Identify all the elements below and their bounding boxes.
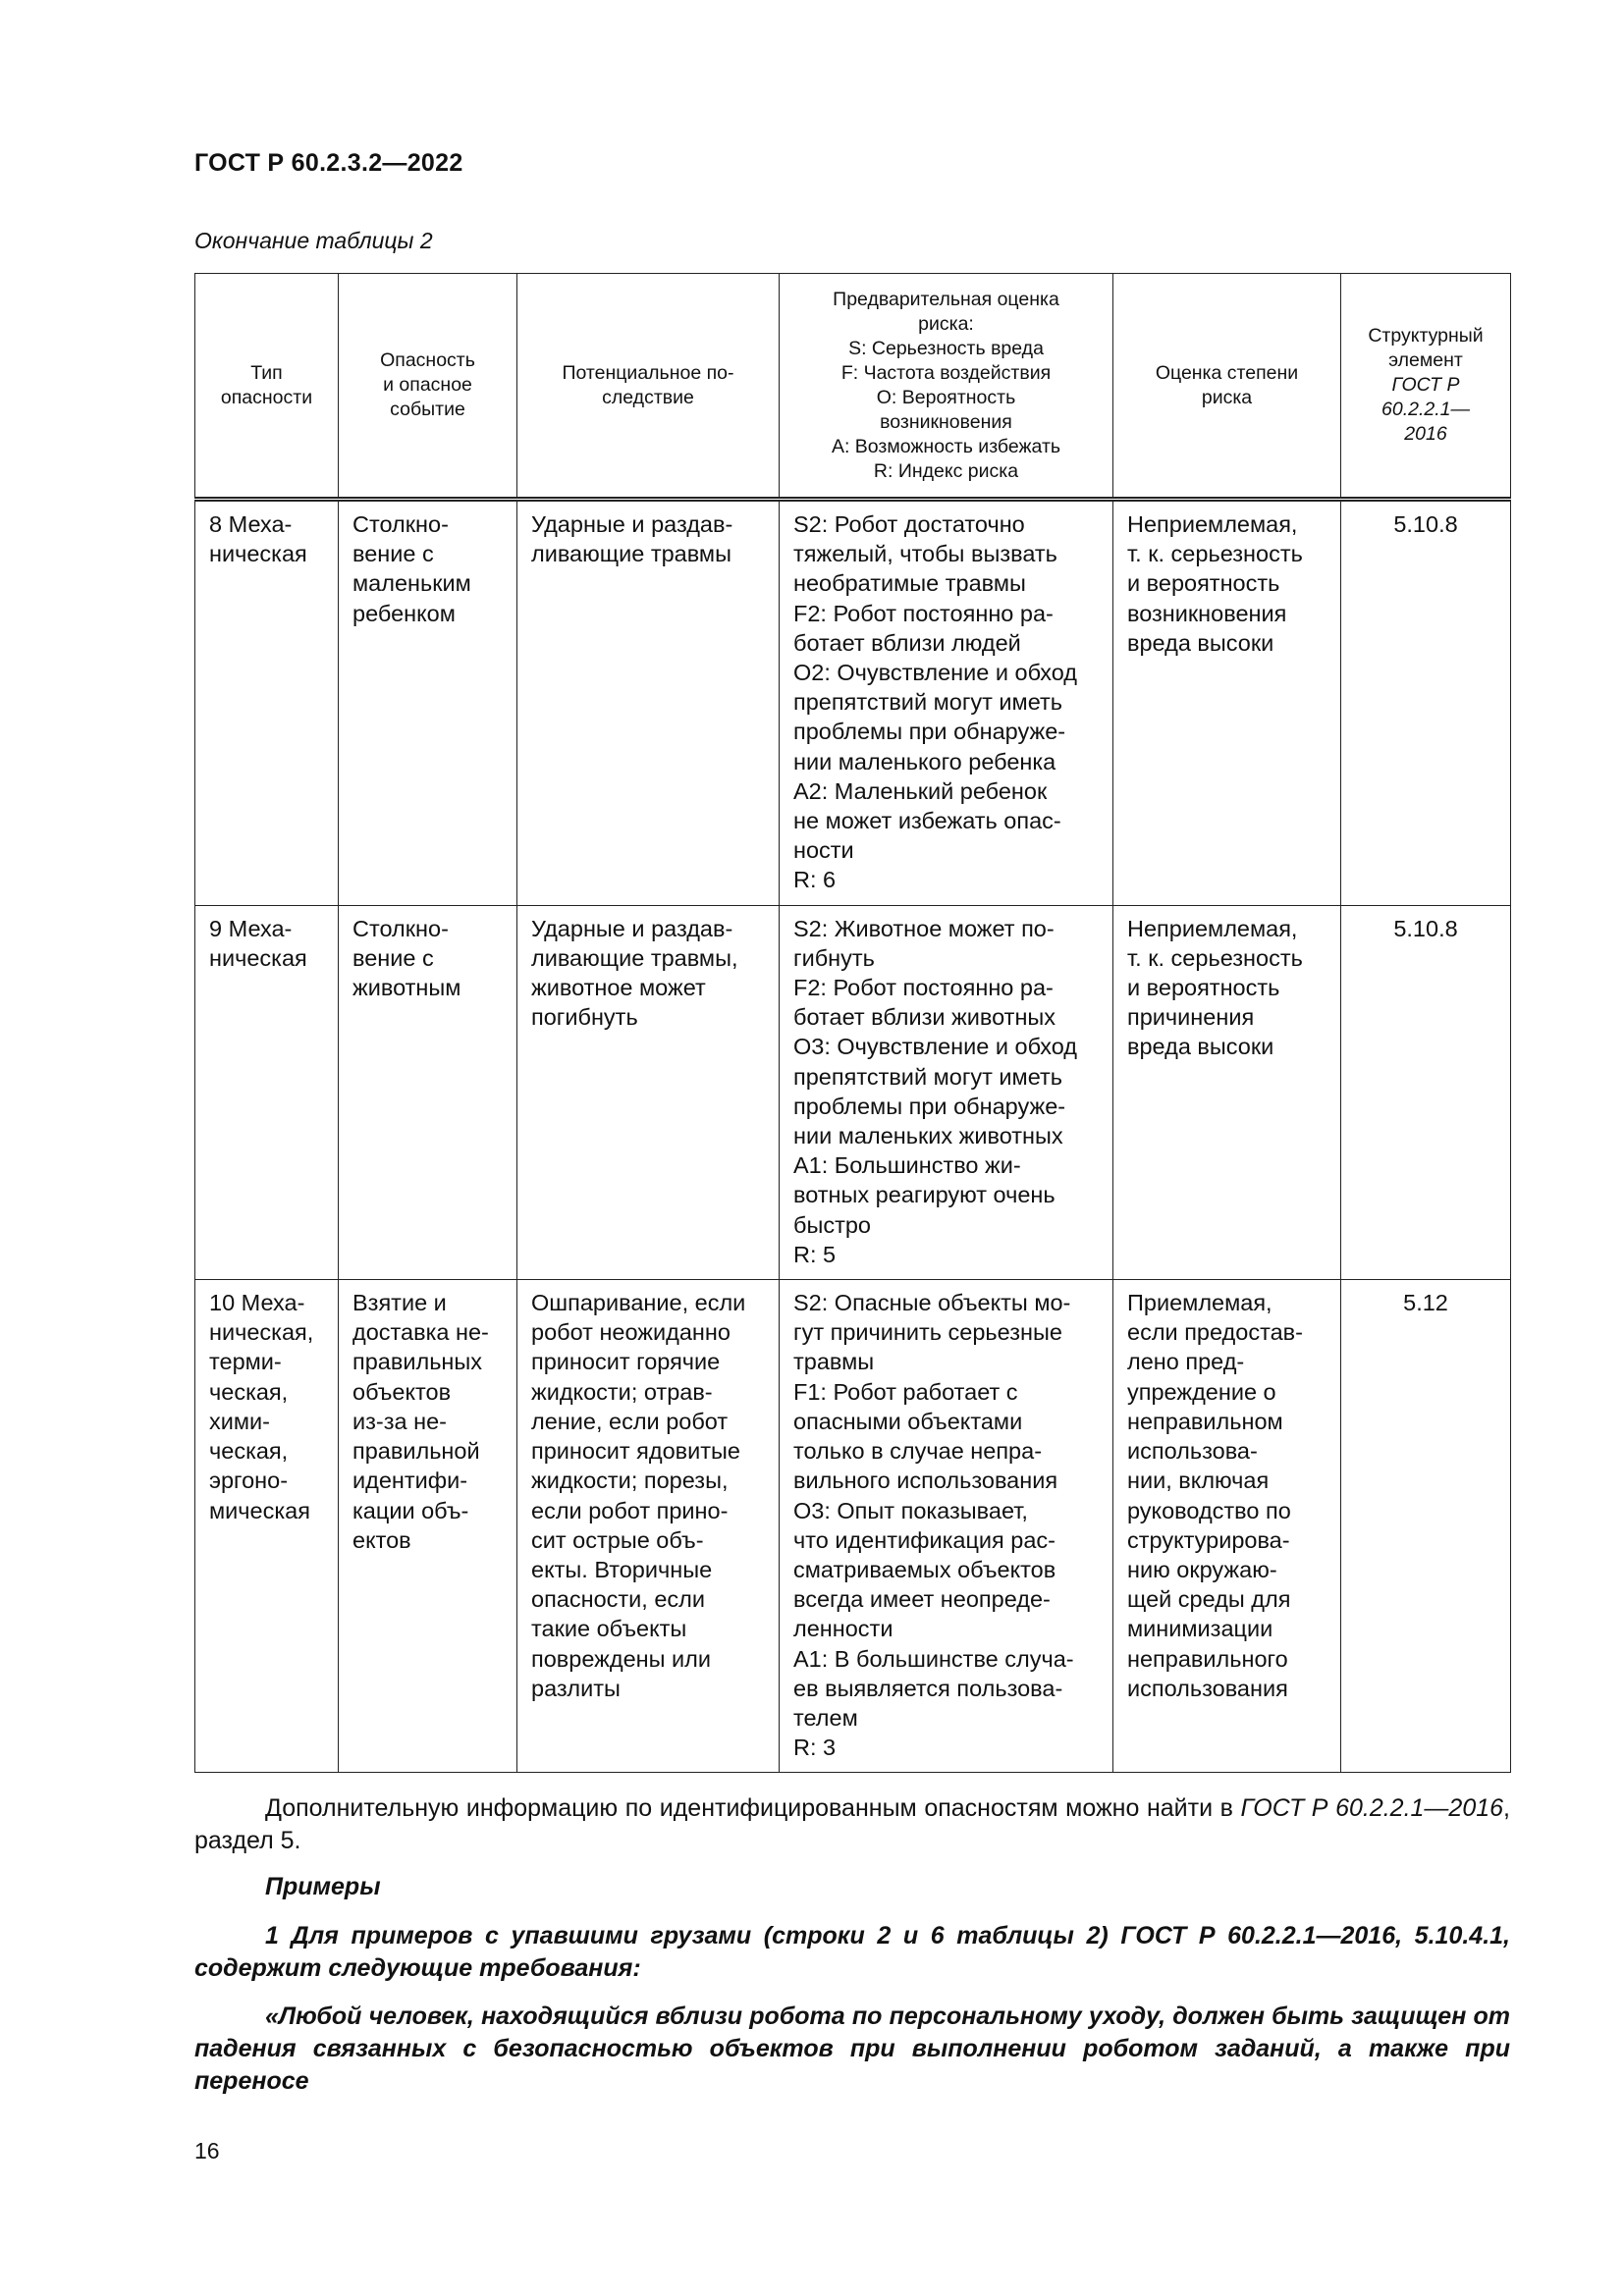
text-line: Ударные и раздав- (531, 511, 733, 537)
text-line: Оценка степени (1155, 361, 1299, 384)
text-line: R: 3 (793, 1735, 837, 1761)
text-line: телем (793, 1704, 858, 1731)
text-line: структурирова- (1127, 1526, 1290, 1553)
text-line: руководство по (1127, 1497, 1291, 1523)
cell-hazard (339, 905, 517, 1279)
text-line: ническая, (209, 1319, 314, 1346)
text-line: возникновения (880, 410, 1012, 433)
text-line: правильной (352, 1438, 480, 1465)
cell-preliminary (780, 1280, 1113, 1773)
cell-risk-degree (1113, 500, 1341, 906)
text-line: что идентификация рас- (793, 1526, 1056, 1553)
text-line: нию окружаю- (1127, 1556, 1277, 1582)
text-line: ливающие травмы (531, 541, 731, 567)
text-line: вение с (352, 541, 434, 567)
text-line: ГОСТ Р (1391, 374, 1460, 396)
text-line: робот неожиданно (531, 1319, 731, 1346)
col-header-preliminary-assessment (780, 274, 1113, 500)
text-line: проблемы при обнаруже- (793, 719, 1066, 745)
text-line: Тип (250, 361, 283, 384)
text-line: Неприемлемая, (1127, 915, 1298, 941)
text-line: R: 6 (793, 867, 837, 893)
text-line: F2: Робот постоянно ра- (793, 600, 1054, 626)
text-line: т. к. серьезность (1127, 541, 1303, 567)
text-line: A2: Маленький ребенок (793, 777, 1048, 804)
col-header-hazard (339, 274, 517, 500)
text-line: приносит горячие (531, 1349, 721, 1375)
text-line: если предостав- (1127, 1319, 1303, 1346)
cell-element: 5.12 (1341, 1280, 1511, 1773)
text-line: ливающие травмы, (531, 944, 738, 971)
text-line: екты. Вторичные (531, 1556, 713, 1582)
text-line: идентифи- (352, 1468, 468, 1494)
text-line: 10 Меха- (209, 1290, 305, 1316)
cell-consequence (517, 1280, 780, 1773)
cell-type (195, 1280, 339, 1773)
text-line: препятствий могут иметь (793, 1063, 1063, 1090)
text-line: кации объ- (352, 1497, 469, 1523)
table-header-row (195, 274, 1511, 500)
reference-paragraph (194, 1792, 1510, 1857)
text-line: повреждены или (531, 1645, 712, 1672)
text-line: и вероятность (1127, 570, 1280, 597)
text-line: O3: Опыт показывает, (793, 1497, 1028, 1523)
text-line: вотных реагируют очень (793, 1182, 1056, 1208)
text-line: A1: В большинстве случа- (793, 1645, 1074, 1672)
text-line: причинения (1127, 1004, 1255, 1031)
text-line: Приемлемая, (1127, 1290, 1272, 1316)
text-line: возникновения (1127, 600, 1287, 626)
cell-element: 5.10.8 (1341, 905, 1511, 1279)
text-line: Столкно- (352, 915, 449, 941)
text-line: Столкно- (352, 511, 449, 537)
text-line: F2: Робот постоянно ра- (793, 975, 1054, 1001)
text-line: животное может (531, 975, 706, 1001)
cell-preliminary (780, 905, 1113, 1279)
text-line: и вероятность (1127, 975, 1280, 1001)
text-line: 8 Меха- (209, 511, 293, 537)
text-line: неправильном (1127, 1408, 1283, 1434)
text-line: разлиты (531, 1675, 621, 1701)
document-code-header: ГОСТ Р 60.2.3.2—2022 (194, 149, 463, 177)
cell-type (195, 500, 339, 906)
text-line: доставка не- (352, 1319, 489, 1346)
text-line: нии маленького ребенка (793, 748, 1056, 774)
text-line: тяжелый, чтобы вызвать (793, 541, 1057, 567)
text-line: S2: Робот достаточно (793, 511, 1025, 537)
text-line: т. к. серьезность (1127, 944, 1303, 971)
text-line: гут причинить серьезные (793, 1319, 1062, 1346)
text-line: 60.2.2.1— (1381, 399, 1470, 420)
reference-text: Дополнительную информацию по идентифицированным опасностям можно найти в (265, 1794, 1233, 1822)
text-line: вение с (352, 944, 434, 971)
reference-tail: , раздел 5. (194, 1794, 1510, 1854)
text-line: объектов (352, 1378, 452, 1405)
text-line: риска (1201, 386, 1253, 408)
text-line: ление, если робот (531, 1408, 729, 1434)
text-line: Ошпаривание, если (531, 1290, 746, 1316)
text-line: нии маленьких животных (793, 1123, 1063, 1149)
text-line: маленьким (352, 570, 471, 597)
table-row (195, 1280, 1511, 1773)
example-1-text: 1 Для примеров с упавшими грузами (строки 2 и 6 таблицы 2) ГОСТ Р 60.2.2.1—2016, 5.10.4.1, содержит следующие требования: (194, 1922, 1510, 1982)
cell-risk-degree (1113, 905, 1341, 1279)
text-line: S2: Опасные объекты мо- (793, 1290, 1071, 1316)
text-line: использования (1127, 1675, 1288, 1701)
text-line: O: Вероятность (876, 386, 1016, 408)
col-header-consequence (517, 274, 780, 500)
text-line: A1: Большинство жи- (793, 1152, 1021, 1179)
cell-hazard (339, 500, 517, 906)
cell-element: 5.10.8 (1341, 500, 1511, 906)
text-line: эргоно- (209, 1468, 289, 1494)
text-line: ботает вблизи людей (793, 629, 1021, 656)
text-line: погибнуть (531, 1004, 638, 1031)
text-line: и опасное (383, 374, 472, 396)
table-row (195, 500, 1511, 906)
example-1 (194, 1920, 1510, 1985)
page-number: 16 (194, 2138, 220, 2163)
text-line: необратимые травмы (793, 570, 1026, 597)
example-quote-text: «Любой человек, находящийся вблизи робота по персональному уходу, должен быть защищен от падения связанных с безопасностью объектов при выполнении роботом заданий, а также при переносе (194, 2002, 1510, 2095)
text-line: приносит ядовитые (531, 1438, 740, 1465)
text-line: Потенциальное по- (562, 361, 734, 384)
reference-standard-link: ГОСТ Р 60.2.2.1—2016 (1240, 1794, 1504, 1822)
text-line: ев выявляется пользова- (793, 1675, 1063, 1701)
text-line: следствие (602, 386, 694, 408)
text-line: опасности (220, 386, 313, 408)
text-line: 9 Меха- (209, 915, 293, 941)
text-line: Предварительная оценка (833, 288, 1059, 310)
text-line: жидкости; отрав- (531, 1378, 713, 1405)
text-line: Опасность (380, 349, 475, 371)
examples-heading: Примеры (265, 1873, 381, 1900)
text-line: ленности (793, 1616, 893, 1642)
text-line: S: Серьезность вреда (848, 337, 1044, 359)
text-line: неправильного (1127, 1645, 1288, 1672)
text-line: ническая (209, 541, 307, 567)
hazard-table (194, 273, 1511, 1773)
table-caption: Окончание таблицы 2 (194, 228, 433, 253)
text-line: событие (390, 399, 465, 420)
text-line: быстро (793, 1211, 872, 1238)
text-line: A: Возможность избежать (831, 435, 1061, 457)
cell-risk-degree (1113, 1280, 1341, 1773)
col-header-element-pre (1349, 324, 1502, 373)
text-line: ческая, (209, 1438, 289, 1465)
text-line: вильного использования (793, 1468, 1058, 1494)
text-line: 2016 (1404, 423, 1447, 445)
text-line: ектов (352, 1526, 411, 1553)
text-line: Неприемлемая, (1127, 511, 1298, 537)
text-line: F: Частота воздействия (840, 361, 1052, 384)
text-line: ботает вблизи животных (793, 1004, 1056, 1031)
text-line: мическая (209, 1497, 310, 1523)
text-line: O2: Очувствление и обход (793, 660, 1077, 686)
text-line: гибнуть (793, 944, 875, 971)
text-line: опасности, если (531, 1586, 706, 1613)
text-line: минимизации (1127, 1616, 1273, 1642)
text-line: животным (352, 975, 461, 1001)
cell-hazard (339, 1280, 517, 1773)
cell-consequence (517, 500, 780, 906)
text-line: использова- (1127, 1438, 1258, 1465)
text-line: Взятие и (352, 1290, 447, 1316)
text-line: только в случае непра- (793, 1438, 1043, 1465)
text-line: щей среды для (1127, 1586, 1291, 1613)
text-line: R: Индекс риска (873, 459, 1019, 482)
text-line: лено пред- (1127, 1349, 1245, 1375)
text-line: нии, включая (1127, 1468, 1270, 1494)
text-line: такие объекты (531, 1616, 687, 1642)
col-header-structural-element (1341, 274, 1511, 500)
text-line: не может избежать опас- (793, 808, 1061, 834)
text-line: ческая, (209, 1378, 289, 1405)
text-line: F1: Робот работает с (793, 1378, 1018, 1405)
text-line: S2: Животное может по- (793, 915, 1055, 941)
text-line: ности (793, 837, 854, 864)
text-line: проблемы при обнаруже- (793, 1093, 1066, 1119)
text-line: ребенком (352, 600, 456, 626)
cell-consequence (517, 905, 780, 1279)
text-line: травмы (793, 1349, 875, 1375)
col-header-type (195, 274, 339, 500)
col-header-element-ref (1349, 373, 1502, 447)
text-line: жидкости; порезы, (531, 1468, 729, 1494)
example-quote (194, 2001, 1510, 2098)
cell-preliminary (780, 500, 1113, 906)
text-line: O3: Очувствление и обход (793, 1034, 1077, 1060)
text-line: если робот прино- (531, 1497, 729, 1523)
text-line: хими- (209, 1408, 270, 1434)
text-line: препятствий могут иметь (793, 689, 1063, 716)
table-row (195, 905, 1511, 1279)
text-line: терми- (209, 1349, 282, 1375)
text-line: риска: (918, 312, 974, 335)
text-line: Ударные и раздав- (531, 915, 733, 941)
text-line: элемент (1388, 349, 1463, 371)
text-line: всегда имеет неопреде- (793, 1586, 1051, 1613)
examples-heading-line (194, 1871, 1510, 1903)
text-line: из-за не- (352, 1408, 447, 1434)
text-line: сматриваемых объектов (793, 1556, 1056, 1582)
text-line: упреждение о (1127, 1378, 1276, 1405)
text-line: ническая (209, 944, 307, 971)
text-line: опасными объектами (793, 1408, 1023, 1434)
text-line: Структурный (1368, 325, 1484, 347)
text-line: вреда высоки (1127, 629, 1274, 656)
text-line: правильных (352, 1349, 483, 1375)
text-line: вреда высоки (1127, 1034, 1274, 1060)
col-header-risk-degree (1113, 274, 1341, 500)
text-line: сит острые объ- (531, 1526, 704, 1553)
text-line: R: 5 (793, 1241, 837, 1267)
cell-type (195, 905, 339, 1279)
